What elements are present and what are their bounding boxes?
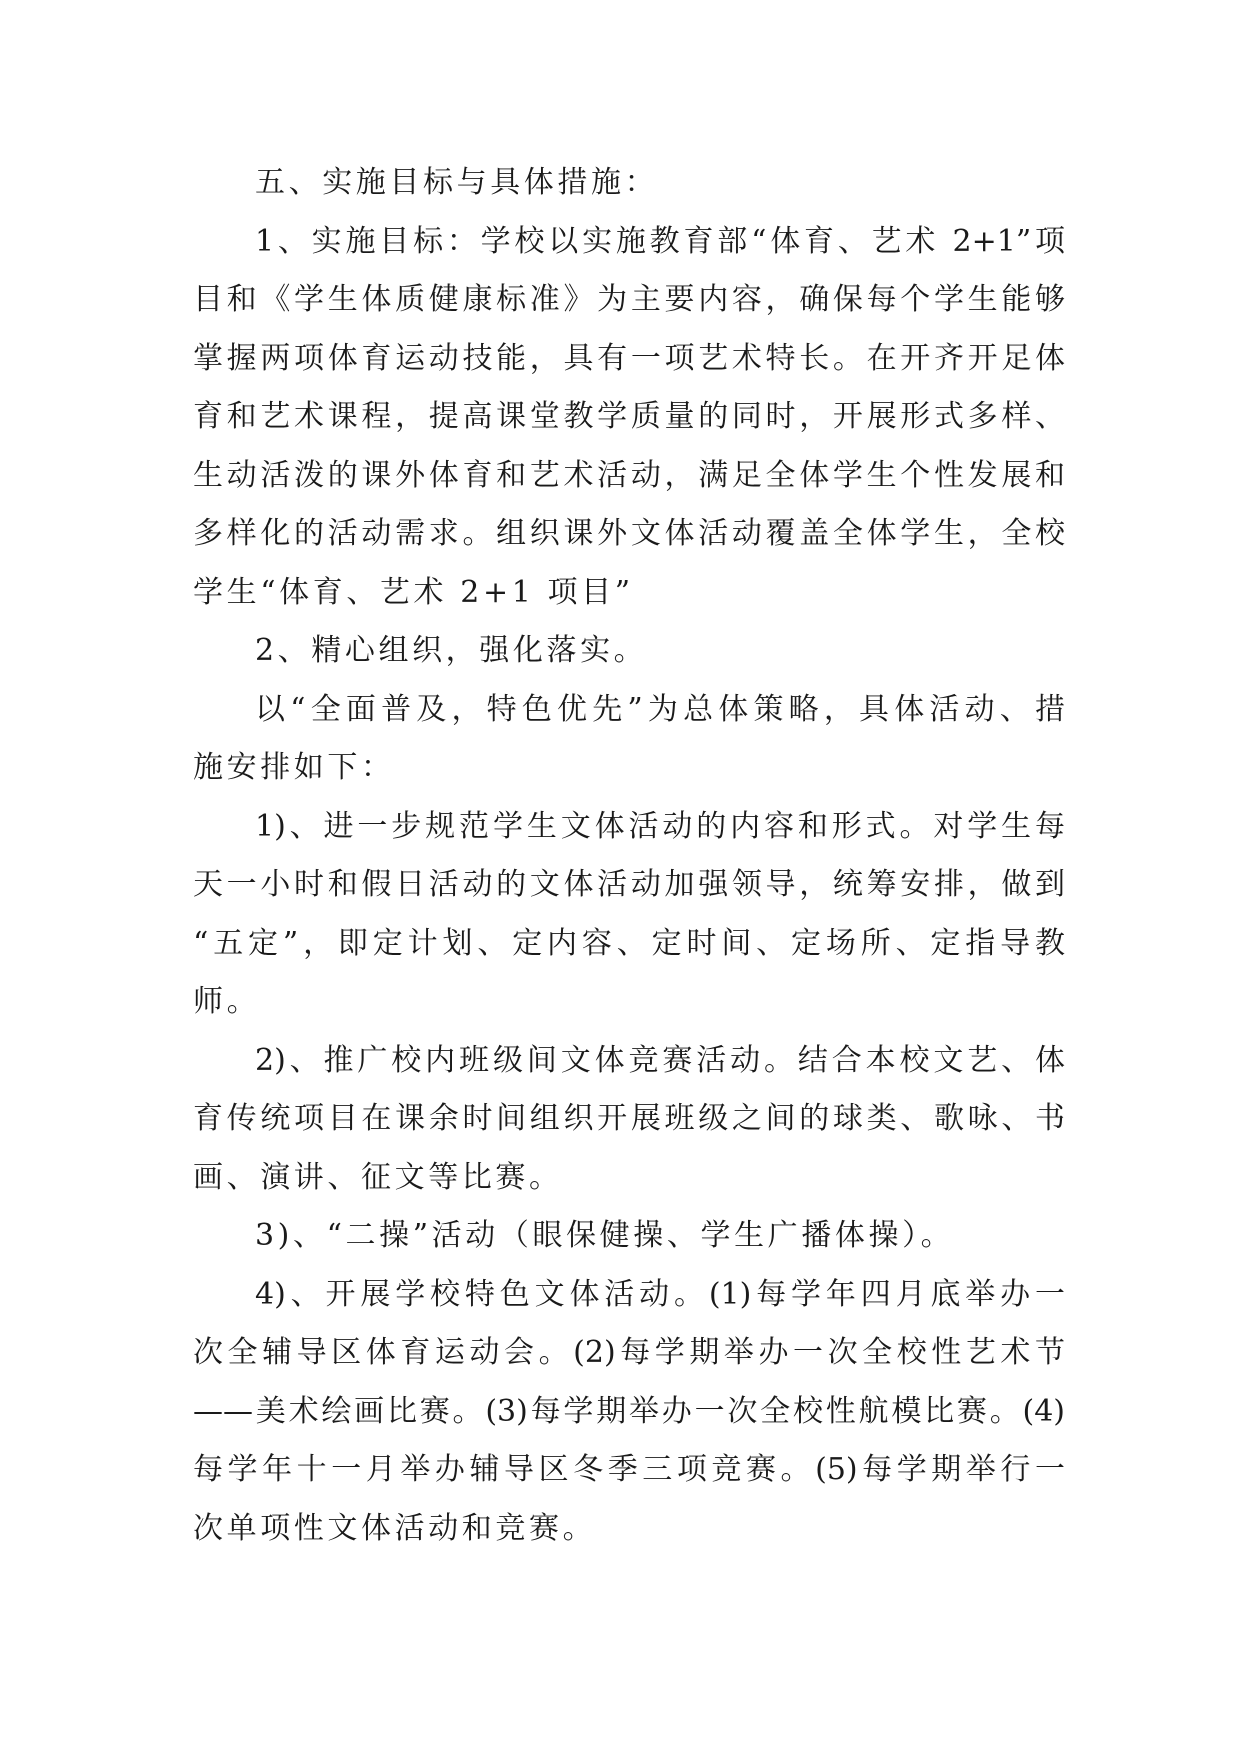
document-body <box>193 154 1065 1558</box>
text-line: 掌握两项体育运动技能，具有一项艺术特长。在开齐开足体 <box>193 340 1065 376</box>
text-line: 多样化的活动需求。组织课外文体活动覆盖全体学生，全校 <box>193 516 1065 551</box>
text-line: 育和艺术课程，提高课堂教学质量的同时，开展形式多样、 <box>193 399 1065 434</box>
text-line: 每学年十一月举办辅导区冬季三项竞赛。(5)每学期举行一 <box>193 1452 1065 1487</box>
text-line: 3)、“二操”活动（眼保健操、学生广播体操）。 <box>255 1218 955 1253</box>
text-line: 育传统项目在课余时间组织开展班级之间的球类、歌咏、书 <box>193 1101 1065 1136</box>
text-line: 师。 <box>193 984 261 1019</box>
text-line: “五定”，即定计划、定内容、定时间、定场所、定指导教 <box>193 925 1065 961</box>
text-line: 生动活泼的课外体育和艺术活动，满足全体学生个性发展和 <box>193 457 1065 493</box>
text-line: 2)、推广校内班级间文体竞赛活动。结合本校文艺、体 <box>255 1042 1065 1078</box>
text-line: 次单项性文体活动和竞赛。 <box>193 1510 597 1546</box>
text-line: 天一小时和假日活动的文体活动加强领导，统筹安排，做到 <box>193 867 1065 902</box>
text-line: 施安排如下： <box>193 750 395 785</box>
text-line: 1、实施目标：学校以实施教育部“体育、艺术 2+1”项 <box>255 223 1065 259</box>
text-line: 以“全面普及，特色优先”为总体策略，具体活动、措 <box>255 691 1065 727</box>
text-line: 次全辅导区体育运动会。(2)每学期举办一次全校性艺术节 <box>193 1335 1065 1370</box>
text-line: 画、演讲、征文等比赛。 <box>193 1159 563 1195</box>
text-line: 五、实施目标与具体措施： <box>255 165 659 200</box>
text-line: 1)、进一步规范学生文体活动的内容和形式。对学生每 <box>255 808 1065 844</box>
text-line: 目和《学生体质健康标准》为主要内容，确保每个学生能够 <box>193 282 1065 317</box>
text-line: 4)、开展学校特色文体活动。(1)每学年四月底举办一 <box>255 1276 1065 1312</box>
text-line: ——美术绘画比赛。(3)每学期举办一次全校性航模比赛。(4) <box>193 1393 1065 1429</box>
text-line: 2、精心组织，强化落实。 <box>255 633 648 668</box>
text-line: 学生“体育、艺术 2+1 项目” <box>193 574 634 610</box>
